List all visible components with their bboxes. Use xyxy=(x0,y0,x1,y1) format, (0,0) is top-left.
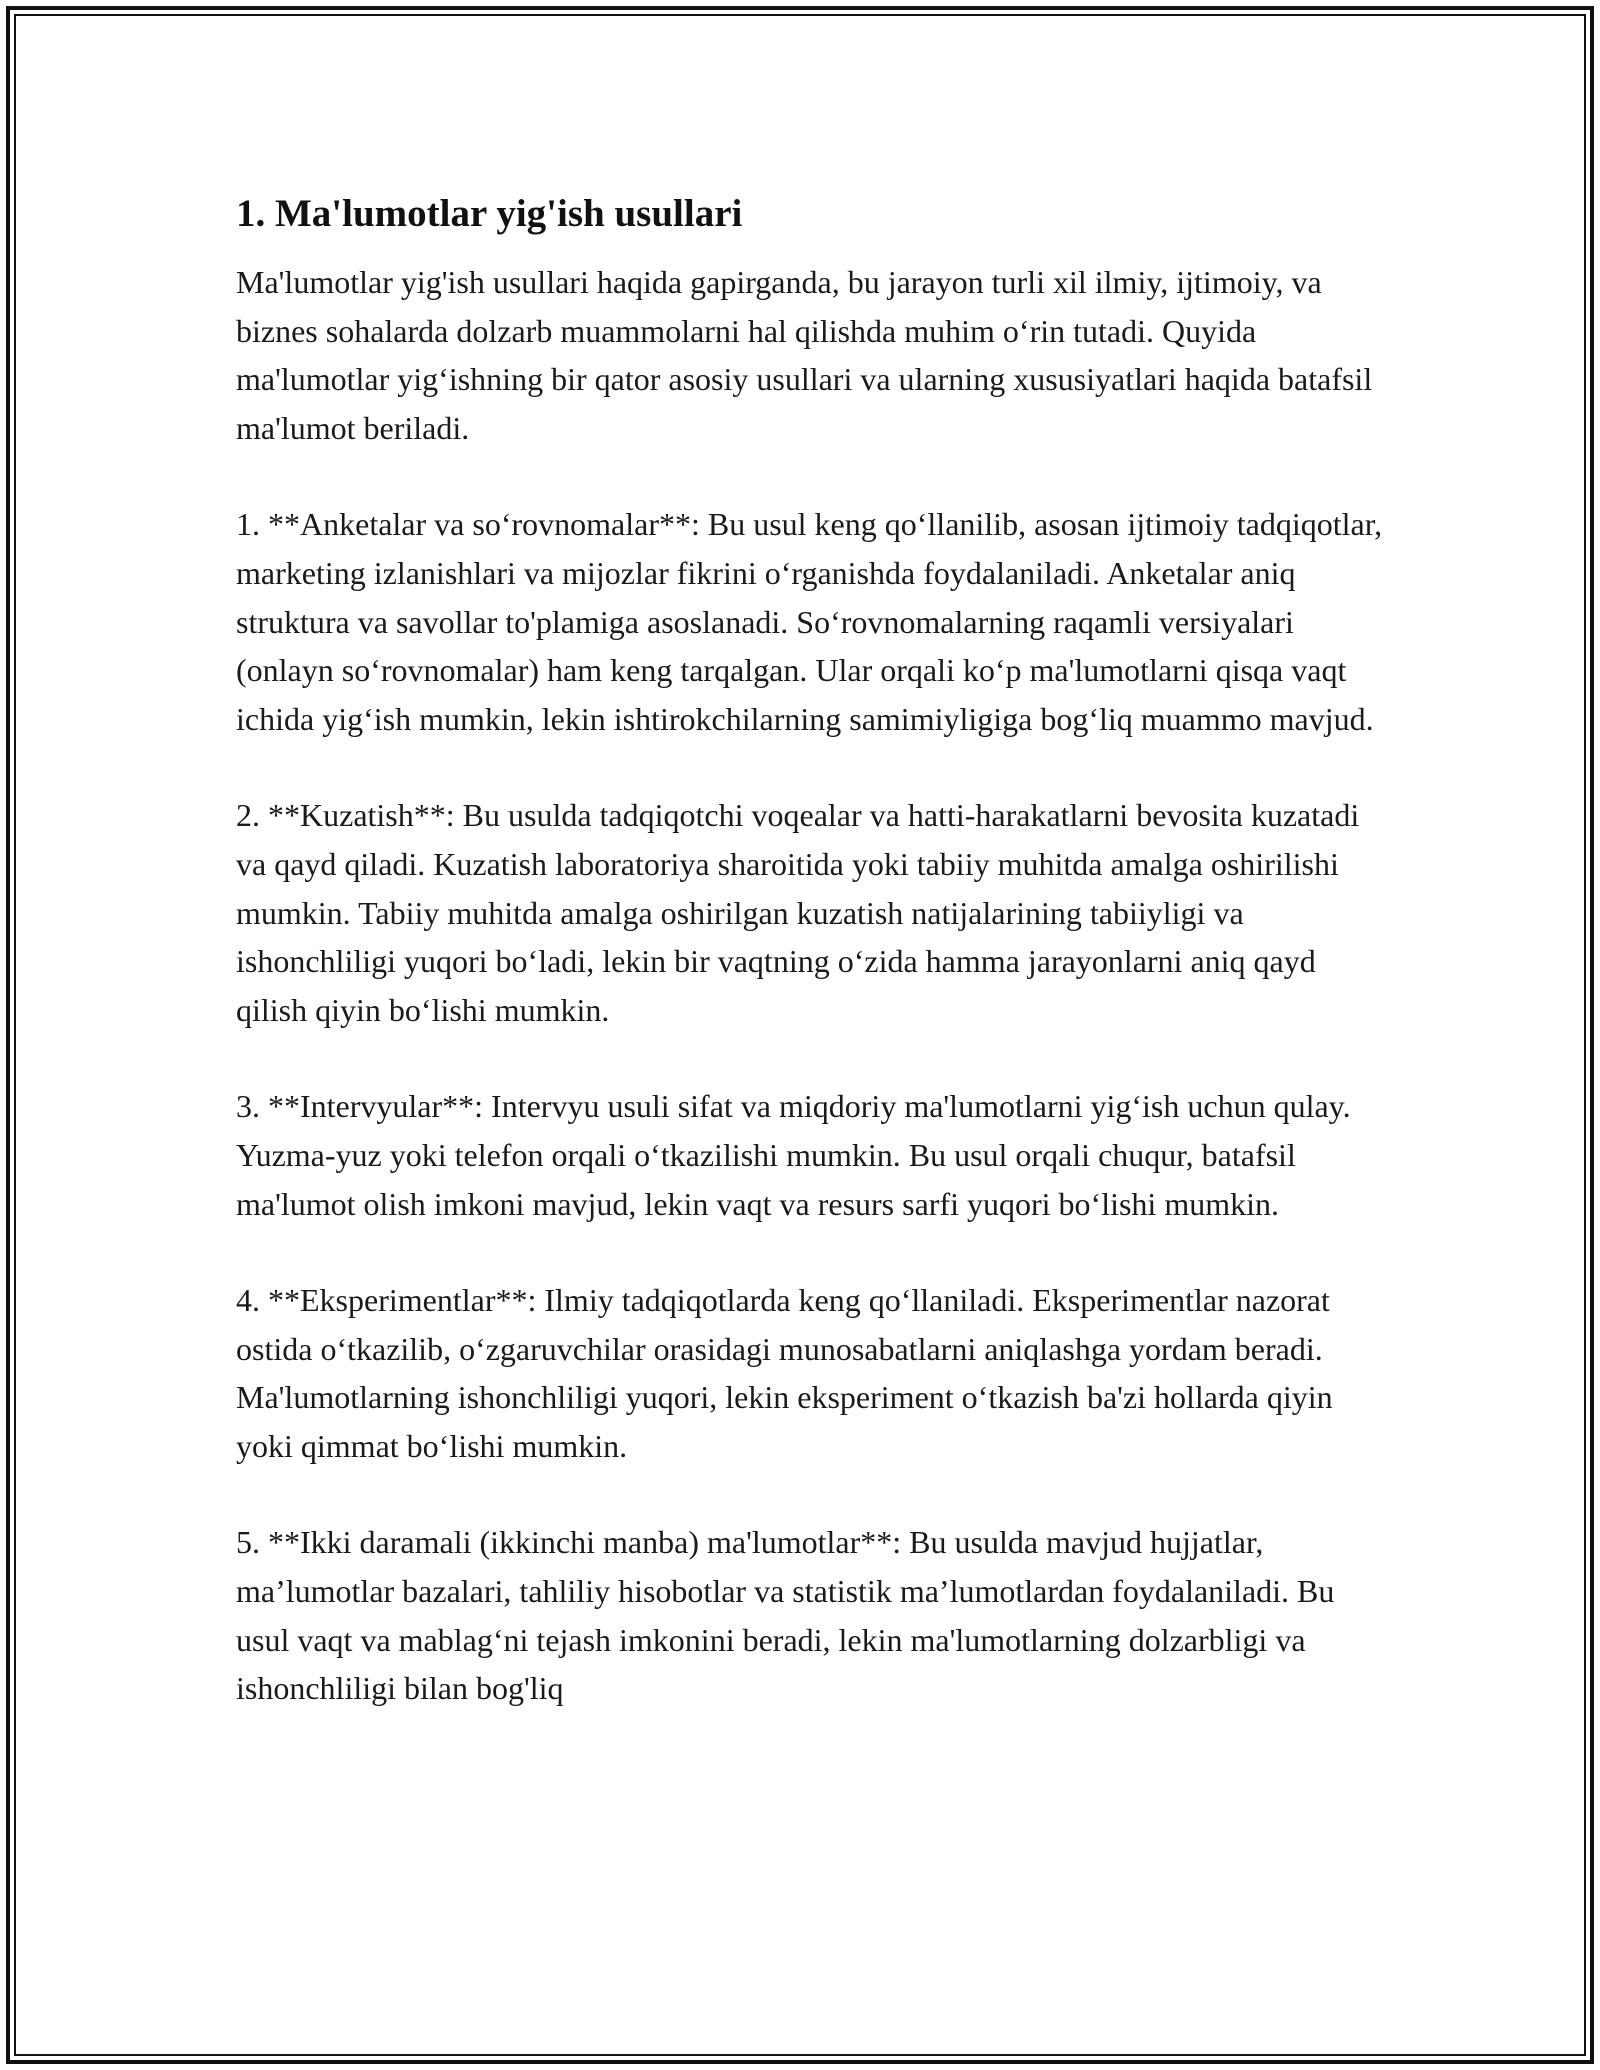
document-body xyxy=(236,188,1386,1761)
intro-paragraph: Ma'lumotlar yig'ish usullari haqida gapirganda, bu jarayon turli xil ilmiy, ijtimoiy, va biznes sohalarda dolzarb muammolarni hal qilishda muhim o‘rin tutadi. Quyida ma'lumotlar yig‘ishning bir qator asosiy usullari va ularning xususiyatlari haqida batafsil ma'lumot beriladi. xyxy=(236,264,1373,446)
paragraph-interviews: 3. **Intervyular**: Intervyu usuli sifat va miqdoriy ma'lumotlarni yig‘ish uchun qulay. Yuzma-yuz yoki telefon orqali o‘tkazilishi mumkin. Bu usul orqali chuqur, batafsil ma'lumot olish imkoni mavjud, lekin vaqt va resurs sarfi yuqori bo‘lishi mumkin. xyxy=(236,1088,1351,1222)
paragraph-experiments: 4. **Eksperimentlar**: Ilmiy tadqiqotlarda keng qo‘llaniladi. Eksperimentlar nazorat ostida o‘tkazilib, o‘zgaruvchilar orasidagi munosabatlarni aniqlashga yordam beradi. Ma'lumotlarning ishonchliligi yuqori, lekin eksperiment o‘tkazish ba'zi hollarda qiyin yoki qimmat bo‘lishi mumkin. xyxy=(236,1282,1333,1464)
section-heading: 1. Ma'lumotlar yig'ish usullari xyxy=(236,192,743,235)
paragraph-surveys: 1. **Anketalar va so‘rovnomalar**: Bu usul keng qo‘llanilib, asosan ijtimoiy tadqiqotlar, marketing izlanishlari va mijozlar fikrini o‘rganishda foydalaniladi. Anketalar aniq struktura va savollar to'plamiga asoslanadi. So‘rovnomalarning raqamli versiyalari (onlayn so‘rovnomalar) ham keng tarqalgan. Ular orqali ko‘p ma'lumotlarni qisqa vaqt ichida yig‘ish mumkin, lekin ishtirokchilarning samimiyligiga bog‘liq muammo mavjud. xyxy=(236,506,1383,737)
paragraph-observation: 2. **Kuzatish**: Bu usulda tadqiqotchi voqealar va hatti-harakatlarni bevosita kuzatadi va qayd qiladi. Kuzatish laboratoriya sharoitida yoki tabiiy muhitda amalga oshirilishi mumkin. Tabiiy muhitda amalga oshirilgan kuzatish natijalarining tabiiyligi va ishonchliligi yuqori bo‘ladi, lekin bir vaqtning o‘zida hamma jarayonlarni aniq qayd qilish qiyin bo‘lishi mumkin. xyxy=(236,797,1360,1028)
paragraph-secondary-data: 5. **Ikki daramali (ikkinchi manba) ma'lumotlar**: Bu usulda mavjud hujjatlar, ma’lumotlar bazalari, tahliliy hisobotlar va statistik ma’lumotlardan foydalaniladi. Bu usul vaqt va mablag‘ni tejash imkonini beradi, lekin ma'lumotlarning dolzarbligi va ishonchliligi bilan bog'liq xyxy=(236,1524,1335,1707)
